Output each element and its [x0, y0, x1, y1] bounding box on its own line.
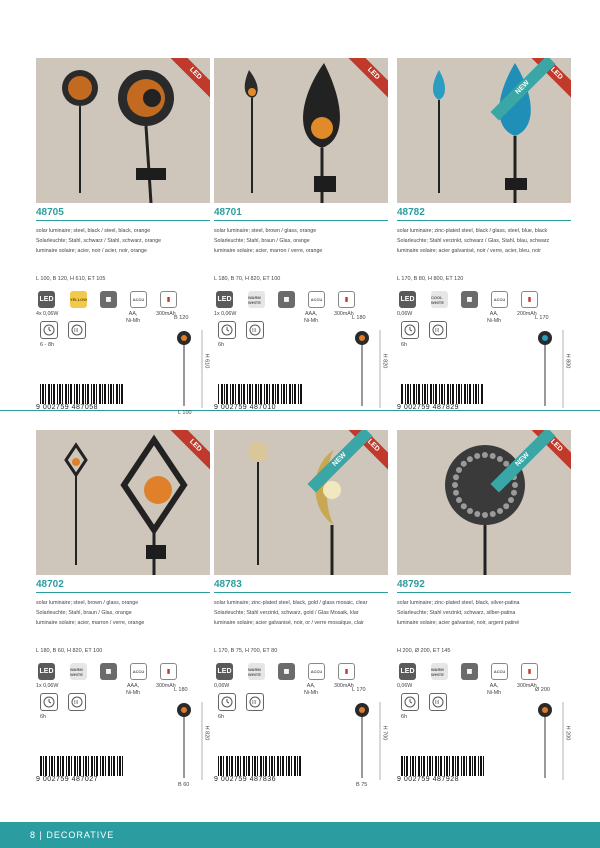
dimension-height: H 200	[564, 725, 571, 741]
description-line: Solarleuchte; Stahl, braun / Glas, orange	[214, 238, 310, 244]
solar-panel-icon: ▦	[461, 291, 478, 308]
description-line: Solarleuchte; Stahl, braun / Glas, orange	[36, 610, 132, 616]
runtime-hours: 6h	[218, 342, 225, 348]
description-line: luminaire solaire; acier, marron / verre, orange	[214, 248, 323, 254]
dimension-height: H 700	[381, 725, 388, 741]
description-line: solar luminaire; steel, brown / glass, orange	[214, 228, 317, 234]
dimension-height: H 820	[381, 353, 388, 369]
battery-type-label: AAA, Ni-Mh	[126, 683, 141, 696]
light-color-icon: YELLOW	[70, 291, 87, 308]
description-line: luminaire solaire; acier galvanisé, noir, or / verre mosaïque, clair	[214, 620, 364, 626]
battery-type-label: AA, Ni-Mh	[487, 683, 502, 696]
footer-text	[30, 830, 114, 840]
product-description	[397, 226, 549, 256]
barcode-number: 9 002759 487027	[36, 776, 98, 783]
light-color-icon: WARM WHITE	[248, 291, 265, 308]
battery-capacity-label: 300mAh	[517, 683, 537, 689]
barcode	[36, 756, 126, 778]
led-power-label: 0,06W	[397, 683, 413, 689]
dimension-height: H 610	[203, 353, 210, 369]
led-icon: LED	[216, 663, 233, 680]
led-icon: LED	[38, 291, 55, 308]
dimension-width: L 180	[174, 687, 188, 693]
runtime-hours: 6 - 8h	[40, 342, 55, 348]
ip-rating-icon	[68, 321, 86, 339]
dimension-width: L 170	[535, 315, 549, 321]
barcode-number: 9 002759 487836	[214, 776, 276, 783]
code-underline	[214, 592, 388, 593]
product-photo	[397, 430, 571, 575]
clock-icon	[40, 321, 58, 339]
clock-icon	[401, 321, 419, 339]
dimension-width: B 120	[174, 315, 189, 321]
product-photo	[36, 430, 210, 575]
svg-text:III: III	[435, 328, 440, 334]
new-badge: NEW	[490, 58, 555, 121]
battery-icon: ▮	[338, 291, 355, 308]
accu-icon: ACCU	[308, 291, 325, 308]
description-line: luminaire solaire; acier, marron / verre, orange	[36, 620, 145, 626]
product-dimensions: L 100, B 120, H 610, ET 105	[36, 276, 106, 282]
description-line: luminaire solaire; acier galvanisé, noir / verre, acier, bleu, noir	[397, 248, 541, 254]
product-code: 48783	[214, 579, 242, 590]
product-card-48701	[214, 58, 388, 458]
led-power-label: 4x 0,06W	[36, 311, 59, 317]
description-line: Solarleuchte; Stahl, schwarz / Stahl, schwarz, orange	[36, 238, 162, 244]
dimension-length: L 100	[178, 410, 192, 416]
battery-capacity-label: 300mAh	[334, 683, 354, 689]
code-underline	[214, 220, 388, 221]
led-power-label: 1x 0,06W	[36, 683, 59, 689]
battery-capacity-label: 300mAh	[334, 311, 354, 317]
led-icon: LED	[216, 291, 233, 308]
dimension-width: Ø 200	[535, 687, 550, 693]
description-line: luminaire solaire; acier galvanisé, noir, argent patiné	[397, 620, 520, 626]
product-card-48705	[36, 58, 210, 458]
product-dimensions: L 170, B 75, H 700, ET 80	[214, 648, 278, 654]
ip-rating-icon	[246, 321, 264, 339]
product-description	[36, 598, 144, 628]
light-color-icon: COOL WHITE	[431, 291, 448, 308]
svg-text:III: III	[252, 328, 257, 334]
solar-panel-icon: ▦	[100, 663, 117, 680]
barcode	[397, 384, 487, 406]
product-code: 48701	[214, 207, 242, 218]
dimension-length: B 60	[178, 782, 190, 788]
ip-rating-icon	[246, 693, 264, 711]
product-photo	[36, 58, 210, 203]
svg-text:III: III	[74, 700, 79, 706]
product-photo	[214, 58, 388, 203]
led-power-label: 0,06W	[397, 311, 413, 317]
product-description	[214, 598, 367, 628]
runtime-hours: 6h	[40, 714, 47, 720]
product-dimensions: H 200, Ø 200, ET 145	[397, 648, 451, 654]
barcode	[397, 756, 487, 778]
battery-capacity-label: 300mAh	[156, 311, 176, 317]
light-color-icon: WARM WHITE	[431, 663, 448, 680]
led-icon: LED	[399, 663, 416, 680]
barcode-number: 9 002759 487010	[214, 404, 276, 411]
barcode-number: 9 002759 487058	[36, 404, 98, 411]
product-code: 48792	[397, 579, 425, 590]
led-icon: LED	[38, 663, 55, 680]
led-badge: LED	[344, 430, 388, 475]
description-line: solar luminaire; zinc-plated steel, black, silver-patina	[397, 600, 520, 606]
clock-icon	[218, 693, 236, 711]
product-description	[36, 226, 161, 256]
accu-icon: ACCU	[491, 663, 508, 680]
description-line: Solarleuchte; Stahl verzinkt, schwarz, silber-patina	[397, 610, 516, 616]
ip-rating-icon	[429, 693, 447, 711]
battery-type-label: AAA, Ni-Mh	[304, 311, 319, 324]
battery-icon: ▮	[160, 291, 177, 308]
product-dimensions: L 170, B 80, H 800, ET 120	[397, 276, 464, 282]
svg-text:III: III	[252, 700, 257, 706]
description-line: luminaire solaire; acier, noir / acier, noir, orange	[36, 248, 147, 254]
led-badge: LED	[166, 58, 210, 103]
accu-icon: ACCU	[130, 663, 147, 680]
product-code: 48782	[397, 207, 425, 218]
dimension-width: L 170	[352, 687, 366, 693]
new-badge: NEW	[307, 430, 372, 493]
dimension-length: B 75	[356, 782, 368, 788]
battery-type-label: AA, Ni-Mh	[126, 311, 141, 324]
solar-panel-icon: ▦	[100, 291, 117, 308]
solar-panel-icon: ▦	[461, 663, 478, 680]
section-name: DECORATIVE	[46, 830, 115, 840]
ip-rating-icon	[68, 693, 86, 711]
description-line: Solarleuchte; Stahl verzinkt, schwarz, gold / Glas Mosaik, klar	[214, 610, 359, 616]
battery-capacity-label: 300mAh	[156, 683, 176, 689]
barcode	[36, 384, 126, 406]
product-dimensions: L 180, B 70, H 820, ET 100	[214, 276, 281, 282]
product-card-48702	[36, 430, 210, 830]
product-card-48783	[214, 430, 388, 830]
code-underline	[36, 220, 210, 221]
led-power-label: 1x 0,06W	[214, 311, 237, 317]
description-line: Solarleuchte; Stahl verzinkt, schwarz / Glas, Stahl, blau, schwarz	[397, 238, 550, 244]
code-underline	[36, 592, 210, 593]
product-dimensions: L 180, B 60, H 820, ET 100	[36, 648, 103, 654]
description-line: solar luminaire; steel, black / steel, black, orange	[36, 228, 151, 234]
led-icon: LED	[399, 291, 416, 308]
barcode	[214, 756, 304, 778]
svg-text:III: III	[74, 328, 79, 334]
battery-icon: ▮	[338, 663, 355, 680]
product-code: 48702	[36, 579, 64, 590]
battery-type-label: AA, Ni-Mh	[487, 311, 502, 324]
page-number: 8	[30, 830, 37, 840]
description-line: solar luminaire; steel, brown / glass, orange	[36, 600, 139, 606]
solar-panel-icon: ▦	[278, 291, 295, 308]
dimension-height: H 800	[564, 353, 571, 369]
led-badge: LED	[344, 58, 388, 103]
product-description	[214, 226, 322, 256]
clock-icon	[401, 693, 419, 711]
light-color-icon: WARM WHITE	[248, 663, 265, 680]
accu-icon: ACCU	[308, 663, 325, 680]
product-description	[397, 598, 519, 628]
led-badge: LED	[527, 430, 571, 475]
battery-icon: ▮	[521, 663, 538, 680]
battery-icon: ▮	[160, 663, 177, 680]
battery-icon: ▮	[521, 291, 538, 308]
dimension-height: H 820	[203, 725, 210, 741]
description-line: solar luminaire; zinc-plated steel, black / glass, steel, blue, black	[397, 228, 548, 234]
led-badge: LED	[166, 430, 210, 475]
ip-rating-icon	[429, 321, 447, 339]
accu-icon: ACCU	[491, 291, 508, 308]
led-badge: LED	[527, 58, 571, 103]
product-card-48792	[397, 430, 571, 830]
product-photo	[397, 58, 571, 203]
battery-type-label: AA, Ni-Mh	[304, 683, 319, 696]
svg-text:III: III	[435, 700, 440, 706]
clock-icon	[218, 321, 236, 339]
product-photo	[214, 430, 388, 575]
product-card-48782	[397, 58, 571, 458]
accu-icon: ACCU	[130, 291, 147, 308]
runtime-hours: 6h	[401, 714, 408, 720]
runtime-hours: 6h	[401, 342, 408, 348]
dimension-width: L 180	[352, 315, 366, 321]
footer-divider: |	[39, 830, 47, 840]
battery-capacity-label: 200mAh	[517, 311, 537, 317]
runtime-hours: 6h	[218, 714, 225, 720]
product-code: 48705	[36, 207, 64, 218]
code-underline	[397, 220, 571, 221]
light-color-icon: WARM WHITE	[70, 663, 87, 680]
barcode-number: 9 002759 487829	[397, 404, 459, 411]
new-badge: NEW	[490, 430, 555, 493]
description-line: solar luminaire; zinc-plated steel, black, gold / glass mosaic, clear	[214, 600, 368, 606]
barcode-number: 9 002759 487928	[397, 776, 459, 783]
solar-panel-icon: ▦	[278, 663, 295, 680]
barcode	[214, 384, 304, 406]
led-power-label: 0,06W	[214, 683, 230, 689]
clock-icon	[40, 693, 58, 711]
code-underline	[397, 592, 571, 593]
